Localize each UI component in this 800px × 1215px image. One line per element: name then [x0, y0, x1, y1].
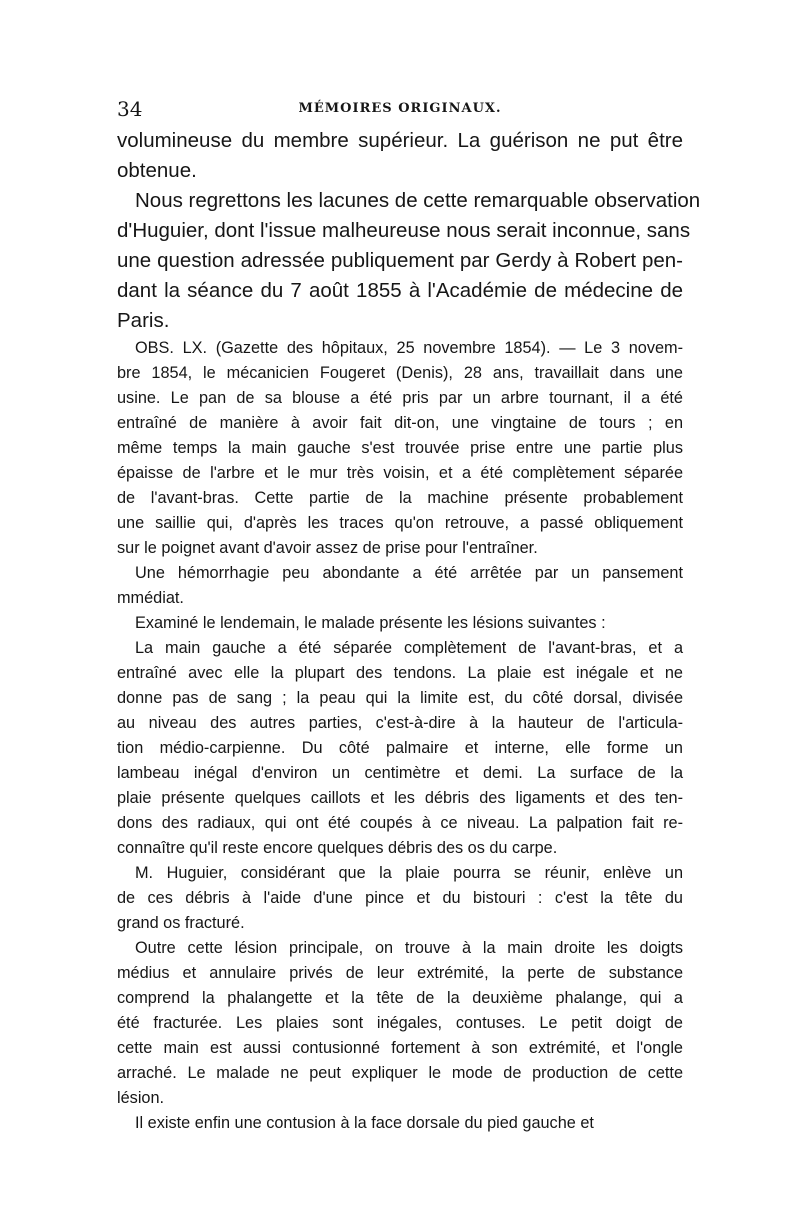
text-line: comprend la phalangette et la tête de la deuxième phalange, qui a — [117, 989, 683, 1007]
text-line: La main gauche a été séparée complètement de l'avant-bras, et a — [135, 639, 683, 657]
text-line: connaître qu'il reste encore quelques débris des os du carpe. — [117, 839, 558, 857]
text-line: arraché. Le malade ne peut expliquer le mode de production de cette — [117, 1064, 683, 1082]
text-line: donne pas de sang ; la peau qui la limite est, du côté dorsal, divisée — [117, 689, 683, 707]
text-line: Examiné le lendemain, le malade présente les lésions suivantes : — [135, 614, 606, 632]
text-line: épaisse de l'arbre et le mur très voisin, et a été complètement séparée — [117, 464, 683, 482]
text-line: mmédiat. — [117, 589, 184, 607]
text-line: Une hémorrhagie peu abondante a été arrêtée par un pansement — [135, 564, 683, 582]
text-line: dons des radiaux, qui ont été coupés à ce niveau. La palpation fait re- — [117, 814, 683, 832]
text-line: dant la séance du 7 août 1855 à l'Académie de médecine de — [117, 279, 683, 302]
running-title: MÉMOIRES ORIGINAUX. — [298, 101, 502, 116]
text-line: médius et annulaire privés de leur extrémité, la perte de substance — [117, 964, 683, 982]
text-line: d'Huguier, dont l'issue malheureuse nous serait inconnue, sans — [117, 219, 691, 242]
text-line: lambeau inégal d'environ un centimètre et demi. La surface de la — [117, 764, 683, 782]
text-line: grand os fracturé. — [117, 914, 245, 932]
text-line: volumineuse du membre supérieur. La guérison ne put être — [117, 129, 683, 152]
text-line: bre 1854, le mécanicien Fougeret (Denis), 28 ans, travaillait dans une — [117, 364, 683, 382]
text-line: été fracturée. Les plaies sont inégales, contuses. Le petit doigt de — [117, 1014, 683, 1032]
text-line: tion médio-carpienne. Du côté palmaire et interne, elle forme un — [117, 739, 683, 757]
text-line: usine. Le pan de sa blouse a été pris par un arbre tournant, il a été — [117, 389, 683, 407]
text-line: Nous regrettons les lacunes de cette remarquable observation — [135, 189, 701, 212]
text-line: Outre cette lésion principale, on trouve à la main droite les doigts — [135, 939, 683, 957]
text-line: sur le poignet avant d'avoir assez de prise pour l'entraîner. — [117, 539, 538, 557]
text-line: Paris. — [117, 309, 170, 332]
text-line: Il existe enfin une contusion à la face dorsale du pied gauche et — [135, 1114, 594, 1132]
text-line: au niveau des autres parties, c'est-à-dire à la hauteur de l'articula- — [117, 714, 683, 732]
text-line: une saillie qui, d'après les traces qu'on retrouve, a passé obliquement — [117, 514, 683, 532]
page-number: 34 — [117, 97, 143, 121]
text-line: entraîné avec elle la plupart des tendons. La plaie est inégale et ne — [117, 664, 683, 682]
text-line: même temps la main gauche s'est trouvée prise entre une partie plus — [117, 439, 683, 457]
text-line: M. Huguier, considérant que la plaie pourra se réunir, enlève un — [135, 864, 683, 882]
text-line: obtenue. — [117, 159, 197, 182]
text-line: entraîné de manière à avoir fait dit-on, une vingtaine de tours ; en — [117, 414, 683, 432]
text-line: de ces débris à l'aide d'une pince et du bistouri : c'est la tête du — [117, 889, 683, 907]
text-line: lésion. — [117, 1089, 165, 1107]
text-line: une question adressée publiquement par Gerdy à Robert pen- — [117, 249, 683, 272]
text-line: cette main est aussi contusionné fortement à son extrémité, et l'ongle — [117, 1039, 683, 1057]
text-line: de l'avant-bras. Cette partie de la machine présente probablement — [117, 489, 683, 507]
text-line: plaie présente quelques caillots et les débris des ligaments et des ten- — [117, 789, 683, 807]
text-line: OBS. LX. (Gazette des hôpitaux, 25 novembre 1854). — Le 3 novem- — [135, 339, 683, 357]
page-header — [117, 94, 683, 124]
